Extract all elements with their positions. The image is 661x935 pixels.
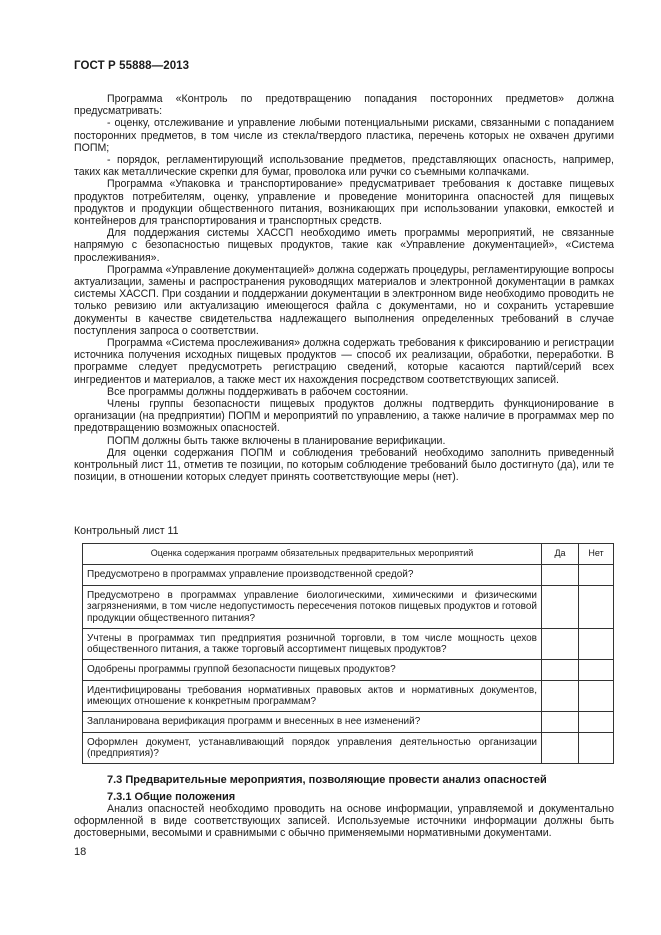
paragraph: Все программы должны поддерживать в рабочем состоянии. <box>107 385 409 398</box>
checklist-question: Оформлен документ, устанавливающий порядок управления деятельностью организации (предприятия)? <box>83 733 542 764</box>
table-row <box>83 681 614 712</box>
paragraph: ПОПМ должны быть также включены в планирование верификации. <box>107 434 446 447</box>
header-yes: Да <box>542 544 579 565</box>
yes-cell[interactable] <box>542 733 579 764</box>
yes-cell[interactable] <box>542 712 579 733</box>
paragraph: - оценку, отслеживание и управление любыми потенциальными рисками, связанными с попаданием посторонних предметов, в том числе из стекла/твердого пластика, перечень которых не охвачен другими ПОПМ; <box>74 117 614 154</box>
body-text <box>74 93 614 484</box>
page-number: 18 <box>74 846 87 858</box>
yes-cell[interactable] <box>542 565 579 586</box>
standard-header: ГОСТ Р 55888—2013 <box>74 60 190 72</box>
checklist-table <box>82 543 614 764</box>
no-cell[interactable] <box>579 565 614 586</box>
table-row <box>83 712 614 733</box>
yes-cell[interactable] <box>542 586 579 629</box>
table-row <box>83 586 614 629</box>
no-cell[interactable] <box>579 629 614 660</box>
paragraph: Члены группы безопасности пищевых продуктов должны подтвердить функционирование в организации (на предприятии) ПОПМ и мероприятий по управлению, а также наличие в программах мер по предотвращению возможных опасностей. <box>74 398 614 435</box>
paragraph: Анализ опасностей необходимо проводить на основе информации, управляемой и документально оформленной в виде соответствующих записей. Используемые источники информации должны быть достоверными, весомыми и сравнимыми с обычно применяемыми нормативными документами. <box>74 803 614 840</box>
paragraph: Программа «Система прослеживания» должна содержать требования к фиксированию и регистрации источника получения исходных пищевых продуктов — способ их реализации, обработки, переработки. В программе следует предусмотреть регистрацию сведений, которые касаются партий/серий всех ингредиентов и материалов, а также мест их нахождения посредством соответствующих записей. <box>74 337 614 386</box>
paragraph: Программа «Контроль по предотвращению попадания посторонних предметов» должна предусматривать: <box>74 93 614 118</box>
checklist-question: Одобрены программы группой безопасности пищевых продуктов? <box>83 660 542 681</box>
subsection-title: 7.3.1 Общие положения <box>107 791 236 803</box>
no-cell[interactable] <box>579 712 614 733</box>
paragraph: Для поддержания системы ХАССП необходимо иметь программы мероприятий, не связанные напрямую с безопасностью пищевых продуктов, такие как «Управление документацией», «Система прослеживания». <box>74 227 614 264</box>
yes-cell[interactable] <box>542 629 579 660</box>
no-cell[interactable] <box>579 681 614 712</box>
header-no: Нет <box>579 544 614 565</box>
table-row <box>83 565 614 586</box>
yes-cell[interactable] <box>542 681 579 712</box>
section-text <box>74 803 614 840</box>
header-question: Оценка содержания программ обязательных предварительных мероприятий <box>83 544 542 565</box>
checklist-question: Предусмотрено в программах управление производственной средой? <box>83 565 542 586</box>
no-cell[interactable] <box>579 586 614 629</box>
section-title: 7.3 Предварительные мероприятия, позволяющие провести анализ опасностей <box>107 774 547 786</box>
no-cell[interactable] <box>579 660 614 681</box>
checklist-question: Идентифицированы требования нормативных правовых актов и нормативных документов, имеющих отношение к конкретным программам? <box>83 681 542 712</box>
table-row <box>83 660 614 681</box>
paragraph: - порядок, регламентирующий использование предметов, представляющих опасность, например, таких как металлические скрепки для бумаг, проволока или ручки со съемными колпачками. <box>74 154 614 179</box>
checklist-question: Учтены в программах тип предприятия розничной торговли, в том числе мощность цехов общественного питания, а также торговый ассортимент пищевых продуктов? <box>83 629 542 660</box>
yes-cell[interactable] <box>542 660 579 681</box>
checklist-caption: Контрольный лист 11 <box>74 525 179 537</box>
paragraph: Программа «Упаковка и транспортирование» предусматривает требования к доставке пищевых продуктов потребителям, оценку, управление и проведение мониторинга опасностей для пищевых продуктов и продукции общественного питания, возникающих при использовании упаковки, емкостей и контейнеров для транспортирования и транспортных средств. <box>74 178 614 228</box>
paragraph: Программа «Управление документацией» должна содержать процедуры, регламентирующие вопросы актуализации, замены и распространения руководящих материалов и электронной документации в рамках системы ХАССП. При создании и поддержании документации в электронном виде необходимо проводить не только ревизию или актуализацию имеющегося файла с документами, но и сохранить устаревшие документы в качестве свидетельства надлежащего выполнения определенных требований в случае поступления запроса о соответствии. <box>74 263 614 337</box>
no-cell[interactable] <box>579 733 614 764</box>
checklist-question: Предусмотрено в программах управление биологическими, химическими и физическими загрязнениями, в том числе недопустимость пересечения потоков пищевых продуктов и готовой продукции общественного питания? <box>83 586 542 629</box>
table-row <box>83 733 614 764</box>
paragraph: Для оценки содержания ПОПМ и соблюдения требований необходимо заполнить приведенный контрольный лист 11, отметив те позиции, по которым соблюдение требований было достигнуто (да), или те позиции, в отношении которых следует принять соответствующие меры (нет). <box>74 446 614 484</box>
table-header-row <box>83 544 614 565</box>
checklist-question: Запланирована верификация программ и внесенных в нее изменений? <box>83 712 542 733</box>
table-row <box>83 629 614 660</box>
